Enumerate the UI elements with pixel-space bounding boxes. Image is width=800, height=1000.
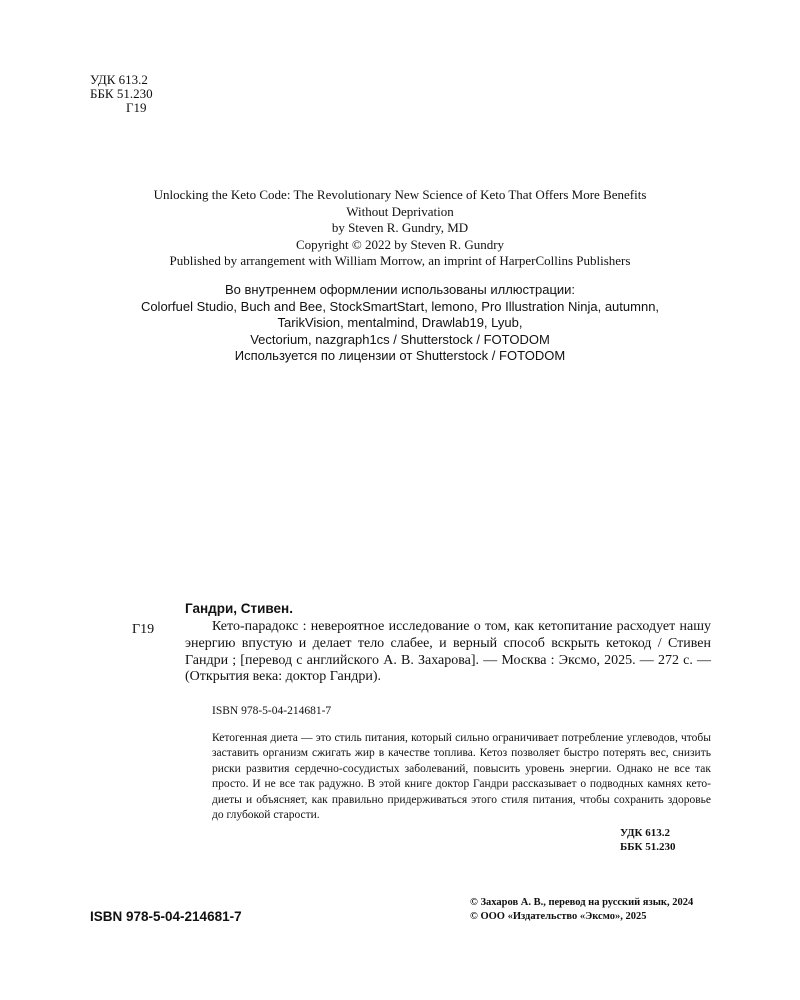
original-author: by Steven R. Gundry, MD: [331, 220, 469, 235]
illustration-credits-line: Vectorium, nazgraph1cs / Shutterstock / FOTODOM: [250, 331, 550, 347]
catalog-cutter-mark: Г19: [132, 622, 155, 637]
publisher-copyright: © ООО «Издательство «Эксмо», 2025: [470, 911, 647, 922]
catalog-bbk: ББК 51.230: [620, 841, 676, 853]
annotation-text: Кетогенная диета — это стиль питания, который сильно ограничивает потребление углеводов, чтобы заставить организм сжигать жир в качестве топлива. Кетоз позволяет быстро потерять вес, снизить риски развития сердечно-сосудистых заболеваний, повысить уровень энергии. Однако не все так просто. И не все так радужно. В этой книге доктор Гандри рассказывает о подводных камнях кето-диеты и объясняет, как правильно придерживаться этого стиля питания, чтобы сохранить здоровье до глубокой старости.: [212, 732, 711, 822]
illustration-credits-line: Во внутреннем оформлении использованы иллюстрации:: [224, 282, 576, 297]
footer-copyrights: [470, 896, 693, 924]
illustration-credits: [60, 282, 740, 365]
bbk-code: ББК 51.230: [90, 86, 153, 101]
author-mark: Г19: [126, 100, 147, 115]
original-title-line-2: Without Deprivation: [346, 203, 454, 219]
footer-isbn: ISBN 978-5-04-214681-7: [90, 909, 242, 924]
illustration-credits-line: Colorfuel Studio, Buch and Bee, StockSmartStart, lemono, Pro Illustration Ninja, autumnn,: [140, 298, 660, 314]
original-copyright: Copyright © 2022 by Steven R. Gundry: [295, 236, 505, 252]
classification-block: [90, 73, 153, 115]
catalog-author: Гандри, Стивен.: [185, 601, 293, 616]
original-title-line-1: Unlocking the Keto Code: The Revolutionary New Science of Keto That Offers More Benefits: [153, 187, 647, 202]
catalog-udk: УДК 613.2: [620, 827, 671, 839]
translation-copyright: © Захаров А. В., перевод на русский язык, 2024: [470, 897, 694, 908]
udk-code: УДК 613.2: [90, 72, 148, 87]
illustration-credits-line: Используется по лицензии от Shutterstock / FOTODOM: [234, 348, 566, 363]
annotation: [212, 731, 711, 823]
publication-arrangement: Published by arrangement with William Morrow, an imprint of HarperCollins Publishers: [169, 253, 631, 268]
illustration-credits-line: TarikVision, mentalmind, Drawlab19, Lyub,: [277, 315, 523, 330]
catalog-codes: [620, 826, 676, 854]
catalog-isbn: ISBN 978-5-04-214681-7: [212, 705, 332, 717]
bibliographic-description: [185, 619, 711, 686]
original-credits: [60, 187, 740, 270]
bibliographic-text: Кето-парадокс : невероятное исследование о том, как кетопитание расходует нашу энергию впустую и делает тело слабее, и верный способ вскрыть кетокод / Стивен Гандри ; [перевод с английского А. В. Захарова]. — Москва : Эксмо, 2025. — 272 с. — (Открытия века: доктор Гандри).: [185, 619, 711, 685]
